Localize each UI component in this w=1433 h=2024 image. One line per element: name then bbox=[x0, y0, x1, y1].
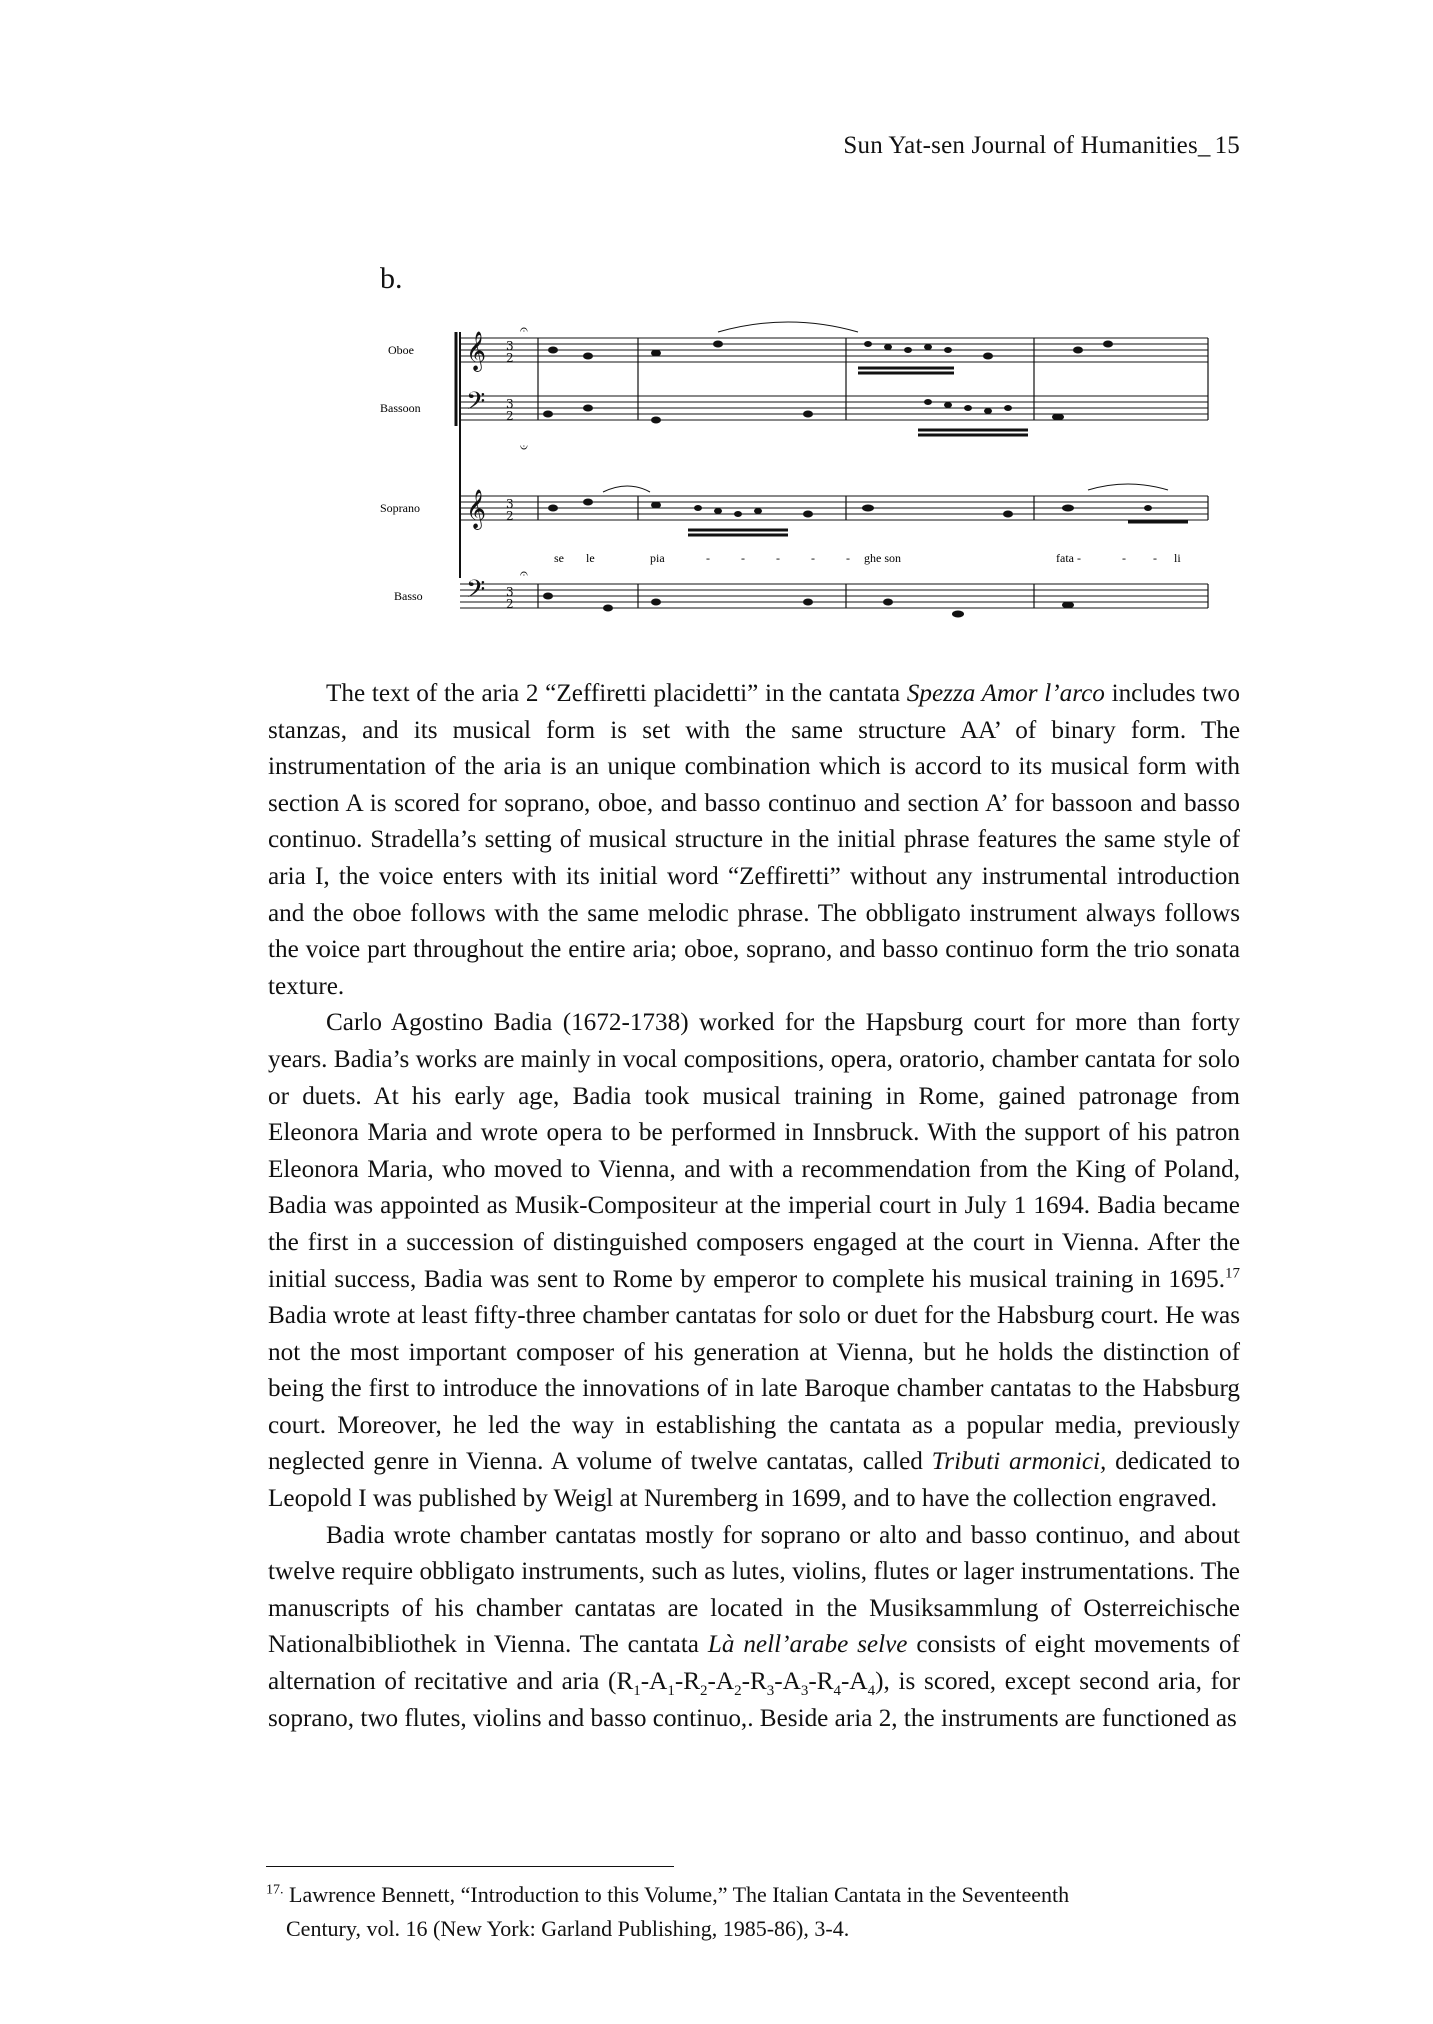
soprano-staff bbox=[460, 496, 1208, 520]
svg-text:3: 3 bbox=[506, 585, 514, 599]
svg-text:𝄞: 𝄞 bbox=[466, 489, 487, 529]
staff-label-oboe: Oboe bbox=[388, 343, 414, 357]
staff-label-bassoon: Bassoon bbox=[380, 401, 421, 415]
svg-text:2: 2 bbox=[506, 409, 514, 423]
bassoon-staff bbox=[460, 396, 1208, 420]
lyric-ghe-son: ghe son bbox=[864, 551, 901, 565]
subscript: 4 bbox=[833, 1683, 842, 1700]
subscript: 2 bbox=[734, 1683, 742, 1700]
form-letter: -R bbox=[741, 1668, 767, 1696]
form-letter: -R bbox=[674, 1668, 701, 1696]
p2-text-a: Carlo Agostino Badia (1672-1738) worked for the Hapsburg court for more than forty years. Badia’s works are mainly in vocal compositions, opera, oratorio, chamber cantata for solo or duets. At his early age, Badia took musical training in Rome, gained patronage from Eleonora Maria and wrote opera to be performed in Innsbruck. With the support of his patron Eleonora Maria, who moved to Vienna, and with a recommendation from the King of Poland, Badia was appointed as Musik-Compositeur at the imperial court in July 1 1694. Badia became the first in a succession of distinguished composers engaged at the court in Vienna. After the initial success, Badia was sent to Rome by emperor to complete his musical training in 1695. bbox=[268, 1009, 1240, 1293]
lyric-melisma: - - - - - bbox=[706, 551, 864, 565]
p2-text-b: Badia wrote at least fifty-three chamber cantatas for solo or duet for the Habsburg court. He was not the most important composer of his generation at Vienna, but he holds the distinction of being the first to introduce the innovations of in late Baroque chamber cantatas to the Habsburg court. Moreover, he led the way in establishing the cantata as a popular media, previously neglected genre in Vienna. A volume of twelve cantatas, called bbox=[268, 1302, 1240, 1476]
form-letter: -A bbox=[707, 1668, 735, 1696]
p2-text-c: dedicated to Leopold I was published by Weigl at Nuremberg in 1699, and to have the collection engraved. bbox=[268, 1448, 1240, 1513]
subscript: 4 bbox=[867, 1683, 876, 1700]
svg-text:2: 2 bbox=[506, 351, 514, 365]
oboe-staff bbox=[460, 338, 1208, 362]
footnote-17 bbox=[266, 1878, 1246, 1946]
lyric-li: li bbox=[1174, 551, 1181, 565]
svg-text:𝄢: 𝄢 bbox=[466, 387, 486, 422]
footnote-line-1: Lawrence Bennett, “Introduction to this Volume,” The Italian Cantata in the Seventeenth bbox=[283, 1882, 1070, 1907]
form-letter: -R bbox=[808, 1668, 834, 1696]
lyric-fata: fata - bbox=[1056, 551, 1081, 565]
p3-text-a: Badia wrote chamber cantatas mostly for soprano or alto and basso continuo, and about twelve require obbligato instruments, such as lutes, violins, flutes or lager instrumentations. The manuscripts of his chamber cantatas are located in the Musiksammlung of Osterreichische Nationalbibliothek in Vienna. The cantata bbox=[268, 1521, 1240, 1659]
body-text bbox=[268, 676, 1240, 1737]
running-header bbox=[820, 132, 1240, 160]
form-letter: -A bbox=[841, 1668, 868, 1696]
example-label: b. bbox=[380, 262, 403, 295]
footnote-mark: 17. bbox=[266, 1882, 284, 1898]
svg-text:𝄢: 𝄢 bbox=[466, 575, 486, 610]
svg-text:3: 3 bbox=[506, 497, 514, 511]
form-letter: -A bbox=[640, 1668, 668, 1696]
basso-staff bbox=[460, 584, 1208, 608]
p3-cantata-title: Là nell’arabe selve bbox=[707, 1631, 908, 1659]
paragraph-2 bbox=[268, 1005, 1240, 1517]
lyric-pia: pia bbox=[650, 551, 665, 565]
paragraph-3 bbox=[268, 1518, 1240, 1738]
svg-text:𝄑: 𝄑 bbox=[520, 440, 528, 456]
p1-cantata-title: Spezza Amor l’arco bbox=[906, 680, 1105, 707]
staff-label-soprano: Soprano bbox=[380, 501, 420, 515]
p3-text-b: consists of eight movements of alternation of recitative and aria (R bbox=[268, 1631, 1240, 1696]
p1-text-a: The text of the aria 2 “Zeffiretti placidetti” in the cantata bbox=[326, 680, 907, 707]
lyric-se: se bbox=[554, 551, 564, 565]
footnote-reference-17[interactable]: 17 bbox=[1225, 1265, 1240, 1282]
lyric-le: le bbox=[586, 551, 595, 565]
staff-label-basso: Basso bbox=[394, 589, 423, 603]
subscript: 3 bbox=[800, 1683, 809, 1700]
svg-text:𝄐: 𝄐 bbox=[520, 566, 528, 582]
subscript: 1 bbox=[633, 1683, 641, 1700]
form-letter: -A bbox=[774, 1668, 801, 1696]
page-number: 15 bbox=[1214, 132, 1240, 159]
svg-text:𝄐: 𝄐 bbox=[520, 322, 528, 338]
lyric-dashes: - - bbox=[1122, 551, 1169, 565]
journal-title: Sun Yat-sen Journal of Humanities_ bbox=[843, 132, 1211, 159]
music-example-score bbox=[380, 310, 1238, 630]
paragraph-1 bbox=[268, 676, 1240, 1005]
footnote-line-2: Century, vol. 16 (New York: Garland Publishing, 1985-86), 3-4. bbox=[286, 1916, 850, 1941]
p3-text-c: ), is scored, except second aria, for soprano, two flutes, violins and basso continuo,. Beside aria 2, the instruments are functioned as bbox=[268, 1668, 1241, 1732]
p2-collection-title: Tributi armonici, bbox=[931, 1448, 1107, 1476]
svg-text:3: 3 bbox=[506, 397, 514, 411]
svg-text:3: 3 bbox=[506, 339, 514, 353]
subscript: 2 bbox=[700, 1683, 708, 1700]
footnote-divider bbox=[266, 1866, 674, 1867]
subscript: 3 bbox=[766, 1683, 775, 1700]
p1-text-b: includes two stanzas, and its musical form is set with the same structure AA’ of binary form. The instrumentation of the aria is an unique combination which is accord to its musical form with section A is scored for soprano, oboe, and basso continuo and section A’ for bassoon and basso continuo. Stradella’s setting of musical structure in the initial phrase features the same style of aria I, the voice enters with its initial word “Zeffiretti” without any instrumental introduction and the oboe follows with the same melodic phrase. The obbligato instrument always follows the voice part throughout the entire aria; oboe, soprano, and basso continuo form the trio sonata texture. bbox=[268, 680, 1240, 1000]
svg-text:2: 2 bbox=[506, 509, 514, 523]
subscript: 1 bbox=[667, 1683, 675, 1700]
svg-text:2: 2 bbox=[506, 597, 514, 611]
svg-text:𝄞: 𝄞 bbox=[466, 331, 487, 371]
